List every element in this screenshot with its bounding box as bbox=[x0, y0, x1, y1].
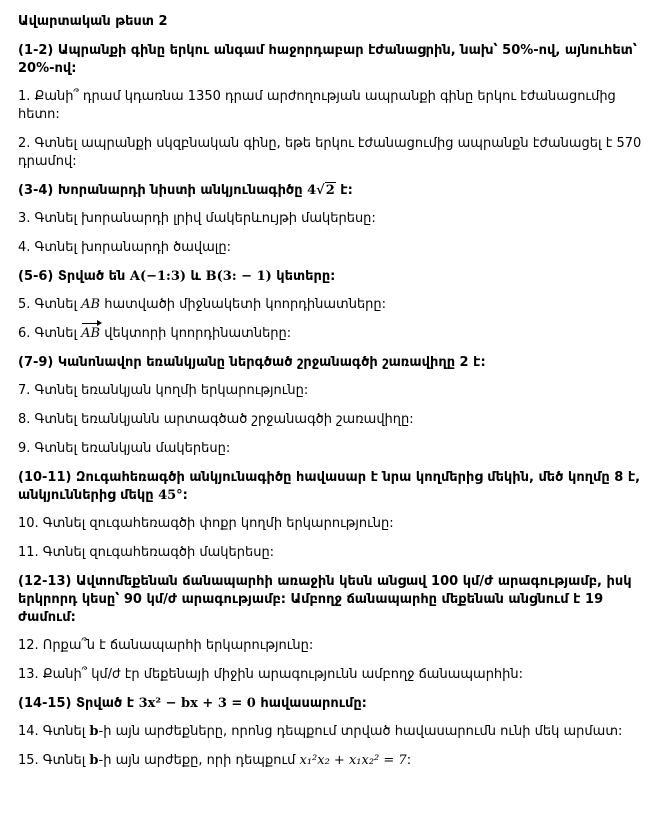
question-5 bbox=[18, 296, 643, 314]
problem-header-12-13: (12-13) Ավտոմեքենան ճանապարհի առաջին կեսն անցավ 100 կմ/ժ արագությամբ, իսկ երկրորդ կեսը՝ 90 կմ/ժ արագությամբ: Ամբողջ ճանապարհը մեքենան անցնում է 19 ժամում: bbox=[18, 574, 632, 625]
question-text: 6. Գտնել bbox=[18, 326, 82, 341]
problem-header-3-4 bbox=[18, 182, 643, 200]
question-1: 1. Քանի՞ դրամ կդառնա 1350 դրամ արժողության ապրանքի գինը երկու էժանացումից հետո: bbox=[18, 89, 616, 122]
question-text: 14. Գտնել bbox=[18, 724, 90, 739]
formula-radicand: 2 bbox=[325, 183, 335, 198]
question-6 bbox=[18, 325, 643, 343]
question-10: 10. Գտնել զուգահեռագծի փոքր կողմի երկարությունը: bbox=[18, 516, 394, 531]
header-text-end: կետերը: bbox=[271, 269, 336, 284]
point-b: B(3: − 1) bbox=[205, 269, 272, 284]
formula-coefficient: 4 bbox=[307, 183, 317, 198]
question-text-end: -ի այն արժեքները, որոնց դեպքում տրված հավասարումն ունի մեկ արմատ: bbox=[98, 724, 623, 739]
question-9: 9. Գտնել եռանկյան մակերեսը: bbox=[18, 441, 231, 456]
point-a: A(−1:3) bbox=[129, 269, 187, 284]
header-text-end: հավասարումը: bbox=[255, 696, 367, 711]
question-text: 15. Գտնել bbox=[18, 753, 90, 768]
problem-header-14-15 bbox=[18, 695, 643, 713]
vieta-equation: x₁²x₂ + x₁x₂² = 7 bbox=[299, 753, 407, 768]
question-13: 13. Քանի՞ կմ/ժ էր մեքենայի միջին արագությունն ամբողջ ճանապարհին: bbox=[18, 667, 524, 682]
question-3: 3. Գտնել խորանարդի լրիվ մակերևույթի մակերեսը: bbox=[18, 211, 376, 226]
problem-header-5-6 bbox=[18, 268, 643, 286]
header-connector: և bbox=[186, 269, 206, 284]
question-8: 8. Գտնել եռանկյանն արտագծած շրջանագծի շառավիղը: bbox=[18, 412, 414, 427]
problem-header-10-11 bbox=[18, 469, 643, 505]
question-2: 2. Գտնել ապրանքի սկզբնական գինը, եթե երկու էժանացումից ապրանքն էժանացել է 570 դրամով: bbox=[18, 136, 642, 169]
question-text-end: հատվածի միջնակետի կոորդինատները: bbox=[100, 297, 387, 312]
parameter-b: b bbox=[89, 724, 99, 739]
test-document bbox=[18, 13, 643, 781]
header-text: (3-4) Խորանարդի նիստի անկյունագիծը bbox=[18, 183, 308, 198]
question-text: 5. Գտնել bbox=[18, 297, 82, 312]
vector-ab: AB bbox=[81, 326, 101, 341]
header-text: (5-6) Տրված են bbox=[18, 269, 130, 284]
header-text-end: է: bbox=[335, 183, 353, 198]
document-title: Ավարտական թեստ 2 bbox=[18, 14, 168, 29]
question-15 bbox=[18, 752, 643, 770]
question-text-end: վեկտորի կոորդինատները: bbox=[100, 326, 292, 341]
angle-value: 45° bbox=[158, 488, 183, 503]
problem-header-7-9: (7-9) Կանոնավոր եռանկյանը ներգծած շրջանագծի շառավիղը 2 է: bbox=[18, 355, 486, 370]
question-text-mid: -ի այն արժեքը, որի դեպքում bbox=[98, 753, 300, 768]
parameter-b: b bbox=[89, 753, 99, 768]
header-text: (14-15) Տրված է bbox=[18, 696, 139, 711]
diagonal-formula: 4√2 bbox=[307, 183, 335, 198]
header-text-end: : bbox=[182, 488, 188, 503]
question-7: 7. Գտնել եռանկյան կողմի երկարությունը: bbox=[18, 383, 309, 398]
question-12: 12. Որքա՞ն է ճանապարհի երկարությունը: bbox=[18, 638, 314, 653]
question-14 bbox=[18, 723, 643, 741]
question-11: 11. Գտնել զուգահեռագծի մակերեսը: bbox=[18, 545, 275, 560]
question-4: 4. Գտնել խորանարդի ծավալը: bbox=[18, 240, 231, 255]
segment-ab: AB bbox=[81, 297, 101, 312]
quadratic-equation: 3x² − bx + 3 = 0 bbox=[138, 696, 256, 711]
question-text-end: : bbox=[406, 753, 412, 768]
problem-header-1-2: (1-2) Ապրանքի գինը երկու անգամ հաջորդաբար էժանացրին, նախ՝ 50%-ով, այնուհետ՝ 20%-ով: bbox=[18, 43, 637, 76]
header-text: (10-11) Զուգահեռագծի անկյունագիծը հավասար է նրա կողմերից մեկին, մեծ կողմը 8 է, անկյուններից մեկը bbox=[18, 470, 641, 503]
